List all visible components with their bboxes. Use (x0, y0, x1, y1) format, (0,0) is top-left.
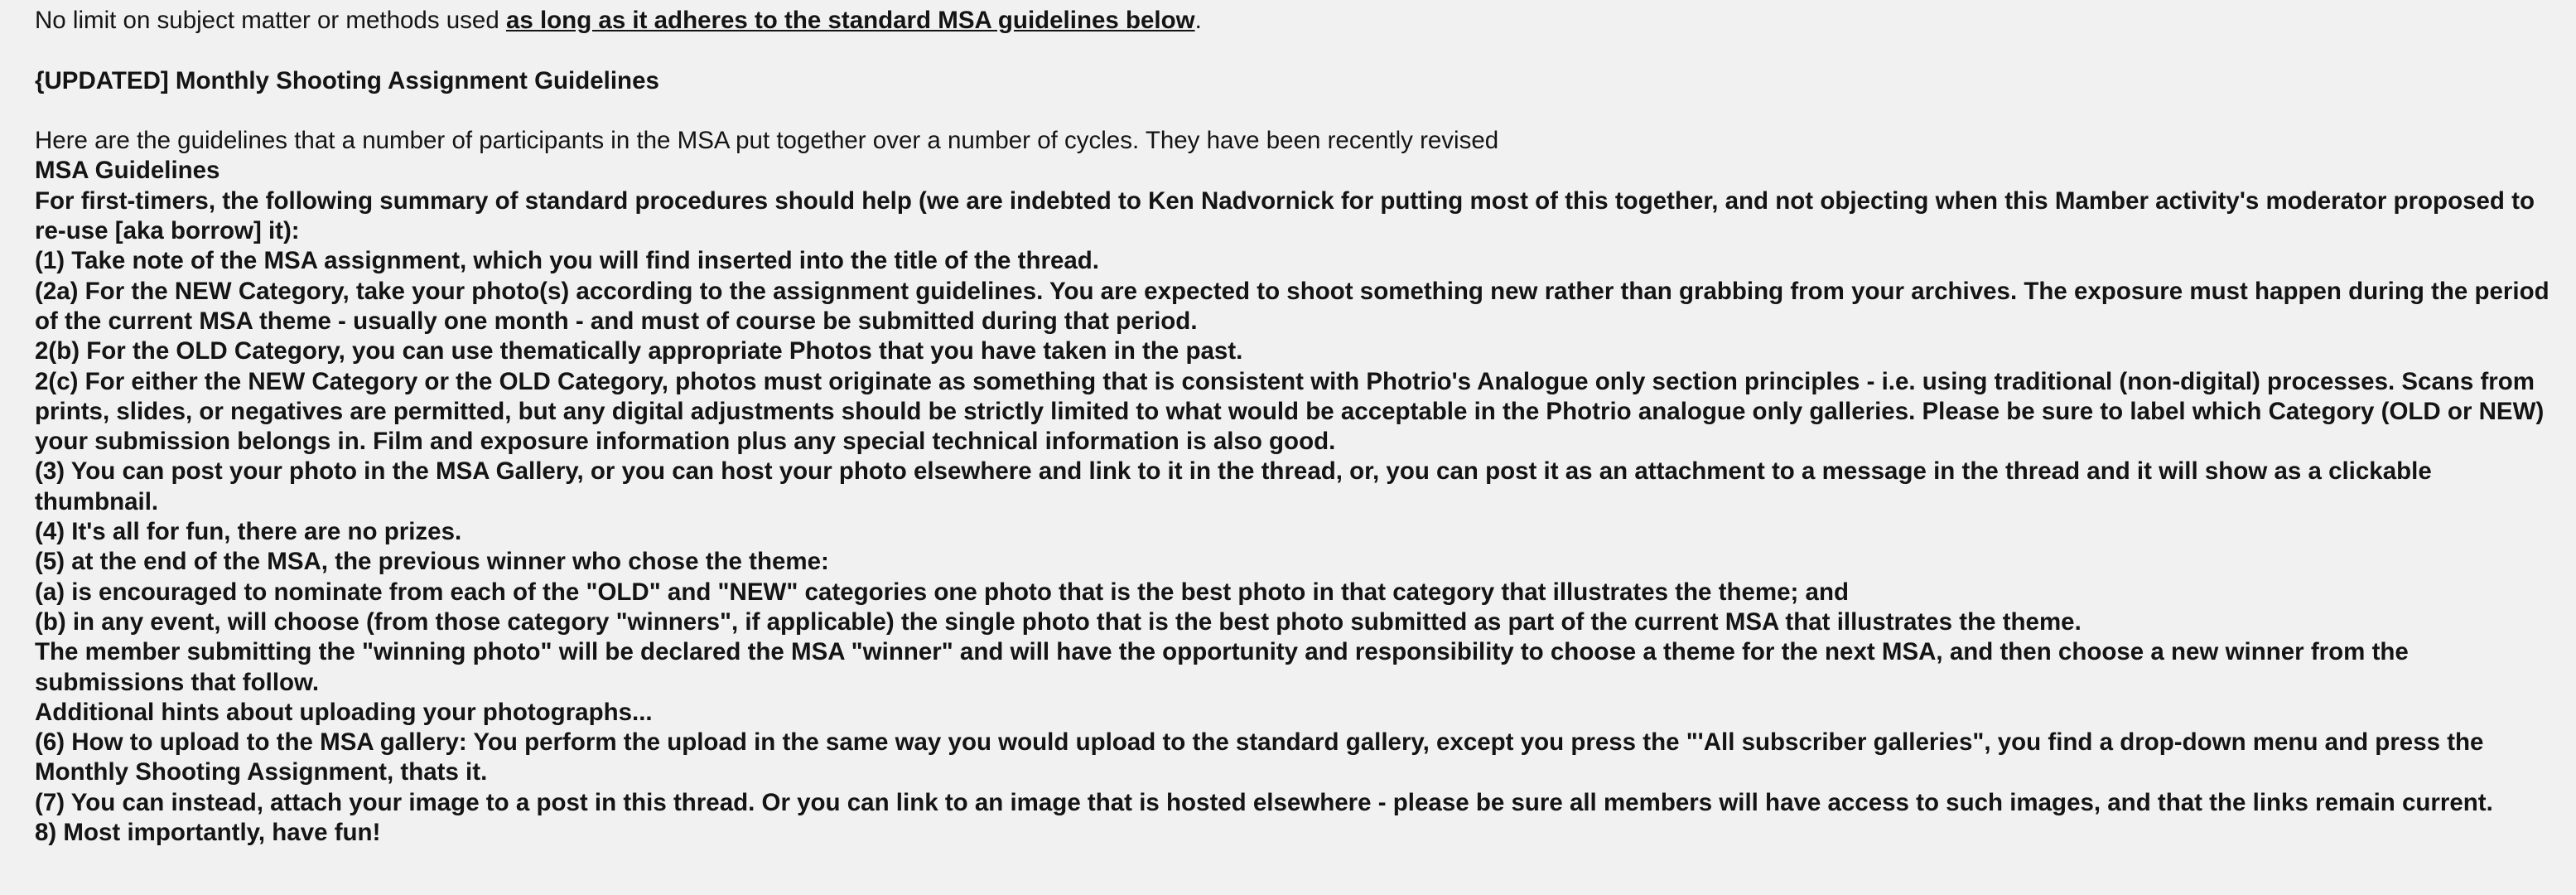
guideline-line-4: (4) It's all for fun, there are no prizes. (35, 518, 462, 546)
guideline-line-winner: The member submitting the "winning photo" will be declared the MSA "winner" and will have the opportunity and responsibility to choose a theme for the next MSA, and then choose a new winner from the submissions that follow. (35, 638, 2409, 696)
guideline-line-2b: 2(b) For the OLD Category, you can use thematically appropriate Photos that you have taken in the past. (35, 337, 1243, 365)
guideline-list (35, 186, 2556, 849)
guideline-line-7: (7) You can instead, attach your image to a post in this thread. Or you can link to an image that is hosted elsewhere - please be sure all members will have access to such images, and that the links remain current. (35, 788, 2493, 816)
paragraph-spacer (35, 36, 2556, 65)
guideline-line-2a: (2a) For the NEW Category, take your photo(s) according to the assignment guidelines. You are expected to shoot something new rather than grabbing from your archives. The exposure must happen during the period of the current MSA theme - usually one month - and must of course be submitted during that period. (35, 277, 2549, 335)
guideline-line-5: (5) at the end of the MSA, the previous winner who chose the theme: (35, 548, 829, 576)
guideline-line-5a: (a) is encouraged to nominate from each of the "OLD" and "NEW" categories one photo that is the best photo in that category that illustrates the theme; and (35, 578, 1850, 606)
guideline-line-2c: 2(c) For either the NEW Category or the OLD Category, photos must originate as something that is consistent with Photrio's Analogue only section principles - i.e. using traditional (non-digital) processes. Scans from prints, slides, or negatives are permitted, but any digital adjustments should be strictly limited to what would be acceptable in the Photrio analogue only galleries. Please be sure to label which Category (OLD or NEW) your submission belongs in. Film and exposure information plus any special technical information is also good. (35, 367, 2545, 456)
intro-end-punctuation: . (1194, 7, 1202, 34)
guideline-line-3: (3) You can post your photo in the MSA Gallery, or you can host your photo elsewhere and link to it in the thread, or, you can post it as an attachment to a message in the thread and it will show as a clickable thumbnail. (35, 457, 2432, 515)
guideline-line-first-timers: For first-timers, the following summary of standard procedures should help (we are indebted to Ken Nadvornick for putting most of this together, and not objecting when this Mamber activity's moderator proposed to re-use [aka borrow] it): (35, 186, 2535, 245)
intro-line (35, 6, 2556, 36)
revision-note: Here are the guidelines that a number of participants in the MSA put together over a number of cycles. They have been recently revised (35, 127, 1499, 155)
guideline-line-1: (1) Take note of the MSA assignment, which you will find inserted into the title of the thread. (35, 247, 1099, 275)
guideline-line-6: (6) How to upload to the MSA gallery: You perform the upload in the same way you would upload to the standard gallery, except you press the "'All subscriber galleries", you find a drop-down menu and press the Monthly Shooting Assignment, thats it. (35, 728, 2484, 786)
guideline-line-upload-hints: Additional hints about uploading your photographs... (35, 698, 653, 726)
guideline-line-8: 8) Most importantly, have fun! (35, 819, 381, 847)
guidelines-emphasis-text: as long as it adheres to the standard MSA guidelines below (505, 7, 1195, 34)
guideline-line-5b: (b) in any event, will choose (from those category "winners", if applicable) the single photo that is the best photo submitted as part of the current MSA that illustrates the theme. (35, 607, 2082, 636)
paragraph-spacer (35, 96, 2556, 126)
intro-plain-text: No limit on subject matter or methods used (35, 7, 506, 34)
guidelines-title: {UPDATED] Monthly Shooting Assignment Guidelines (35, 66, 659, 94)
msa-guidelines-heading: MSA Guidelines (35, 157, 220, 185)
